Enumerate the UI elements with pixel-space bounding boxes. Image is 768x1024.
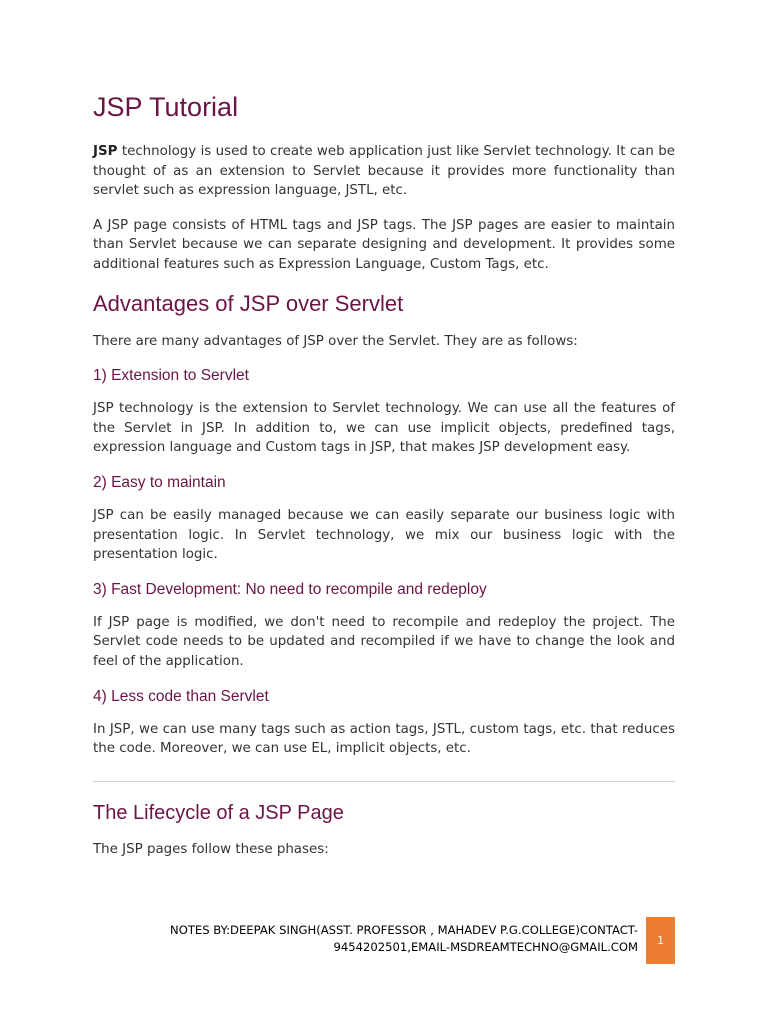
page-title: JSP Tutorial [93,92,239,122]
advantage-1-text: JSP technology is the extension to Servlet technology. We can use all the features of the Servlet in JSP. In addition to, we can use implicit objects, predefined tags, expression language and Custom tags in JSP, that makes JSP development easy. [93,401,675,456]
intro-paragraph-2: A JSP page consists of HTML tags and JSP tags. The JSP pages are easier to maintain than Servlet because we can separate designing and development. It provides some additional features such as Expression Language, Custom Tags, etc. [93,217,675,272]
lifecycle-intro: The JSP pages follow these phases: [93,841,329,857]
footer-line-1: NOTES BY:DEEPAK SINGH(ASST. PROFESSOR , MAHADEV P.G.COLLEGE)CONTACT- [170,923,638,937]
advantage-4-text: In JSP, we can use many tags such as action tags, JSTL, custom tags, etc. that reduces the code. Moreover, we can use EL, implicit objects, etc. [93,721,675,757]
section-divider [93,781,675,782]
intro-paragraph-1 [93,142,675,201]
advantage-3-heading: 3) Fast Development: No need to recompile and redeploy [93,580,487,598]
advantage-3-text: If JSP page is modified, we don't need to recompile and redeploy the project. The Servlet code needs to be updated and recompiled if we have to change the look and feel of the application. [93,614,675,669]
advantage-2-heading: 2) Easy to maintain [93,473,226,491]
footer-line-2: 9454202501,EMAIL-MSDREAMTECHNO@GMAIL.COM [333,940,638,954]
page-footer [140,922,638,956]
advantages-intro: There are many advantages of JSP over the Servlet. They are as follows: [93,333,578,349]
page-number-badge [646,917,675,964]
intro-paragraph-1-text: technology is used to create web application just like Servlet technology. It can be thought of as an extension to Servlet because it provides more functionality than servlet such as expression language, JSTL, etc. [93,144,675,199]
lifecycle-heading: The Lifecycle of a JSP Page [93,801,344,824]
page-number: 1 [657,934,664,947]
advantage-4-heading: 4) Less code than Servlet [93,687,269,705]
advantage-1-heading: 1) Extension to Servlet [93,367,249,385]
intro-bold-term: JSP [93,144,118,159]
advantages-heading: Advantages of JSP over Servlet [93,290,404,316]
advantage-2-text: JSP can be easily managed because we can easily separate our business logic with presentation logic. In Servlet technology, we mix our business logic with the presentation logic. [93,507,675,563]
document-page [93,90,675,874]
